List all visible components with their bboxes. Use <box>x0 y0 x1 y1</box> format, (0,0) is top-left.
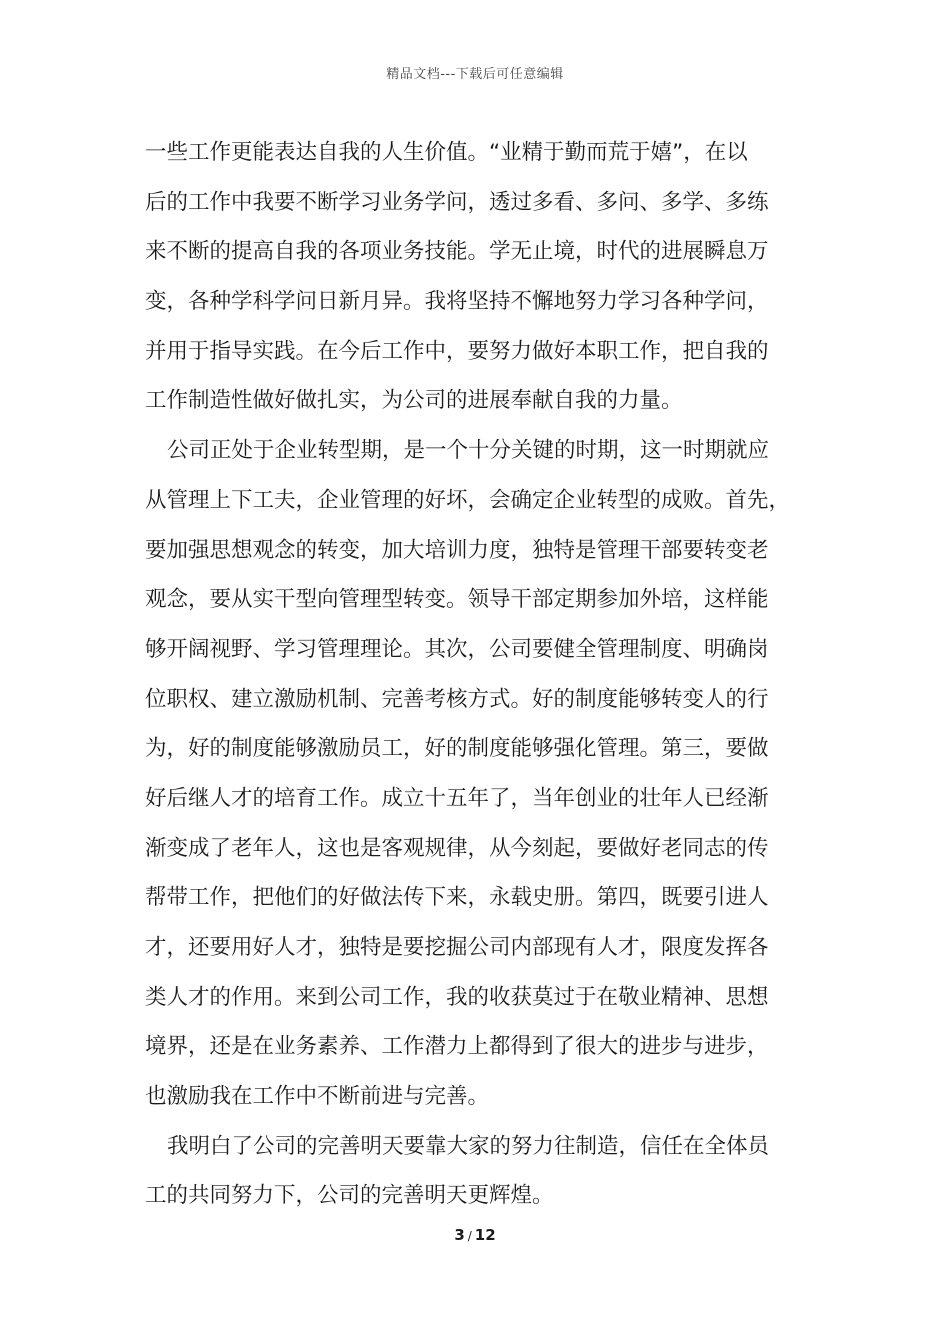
text-line: 也激励我在工作中不断前进与完善。 <box>145 1084 490 1110</box>
text-line: 从管理上下工夫，企业管理的好坏，会确定企业转型的成败。首先， <box>145 487 791 513</box>
text-line: 境界，还是在业务素养、工作潜力上都得到了很大的进步与进步， <box>145 1034 769 1060</box>
text-line: 工作制造性做好做扎实，为公司的进展奉献自我的力量。 <box>145 388 683 414</box>
text-line: 后的工作中我要不断学习业务学问，透过多看、多问、多学、多练 <box>145 189 769 215</box>
page-header: 精品文档---下载后可任意编辑 <box>386 67 564 82</box>
text-line: 位职权、建立激励机制、完善考核方式。好的制度能够转变人的行 <box>145 686 769 712</box>
text-line: 为，好的制度能够激励员工，好的制度能够强化管理。第三，要做 <box>145 736 769 762</box>
text-line: 一些工作更能表达自我的人生价值。“业精于勤而荒于嬉”，在以 <box>145 140 748 165</box>
text-line: 渐变成了老年人，这也是客观规律，从今刻起，要做好老同志的传 <box>145 835 769 861</box>
text-line: 够开阔视野、学习管理理论。其次，公司要健全管理制度、明确岗 <box>145 636 769 662</box>
text-line: 工的共同努力下，公司的完善明天更辉煌。 <box>145 1183 554 1209</box>
text-line: 来不断的提高自我的各项业务技能。学无止境，时代的进展瞬息万 <box>145 239 769 265</box>
current-page-number: 3 <box>454 1226 465 1244</box>
paragraph-start-line: 我明白了公司的完善明天要靠大家的努力往制造，信任在全体员 <box>167 1133 770 1159</box>
text-line: 并用于指导实践。在今后工作中，要努力做好本职工作，把自我的 <box>145 338 769 364</box>
text-line: 变，各种学科学问日新月异。我将坚持不懈地努力学习各种学问， <box>145 289 769 315</box>
page-separator: / <box>467 1229 472 1243</box>
text-line: 要加强思想观念的转变，加大培训力度，独特是管理干部要转变老 <box>145 537 769 563</box>
text-line: 类人才的作用。来到公司工作，我的收获莫过于在敬业精神、思想 <box>145 984 769 1010</box>
total-pages-number: 12 <box>474 1226 496 1244</box>
text-line: 观念，要从实干型向管理型转变。领导干部定期参加外培，这样能 <box>145 587 769 613</box>
text-line: 好后继人才的培育工作。成立十五年了，当年创业的壮年人已经渐 <box>145 785 769 811</box>
text-line: 帮带工作，把他们的好做法传下来，永载史册。第四，既要引进人 <box>145 885 769 911</box>
document-body <box>145 128 825 1221</box>
text-line: 才，还要用好人才，独特是要挖掘公司内部现有人才，限度发挥各 <box>145 935 769 960</box>
page-number <box>0 1226 950 1244</box>
paragraph-start-line: 公司正处于企业转型期，是一个十分关键的时期，这一时期就应 <box>167 438 770 464</box>
